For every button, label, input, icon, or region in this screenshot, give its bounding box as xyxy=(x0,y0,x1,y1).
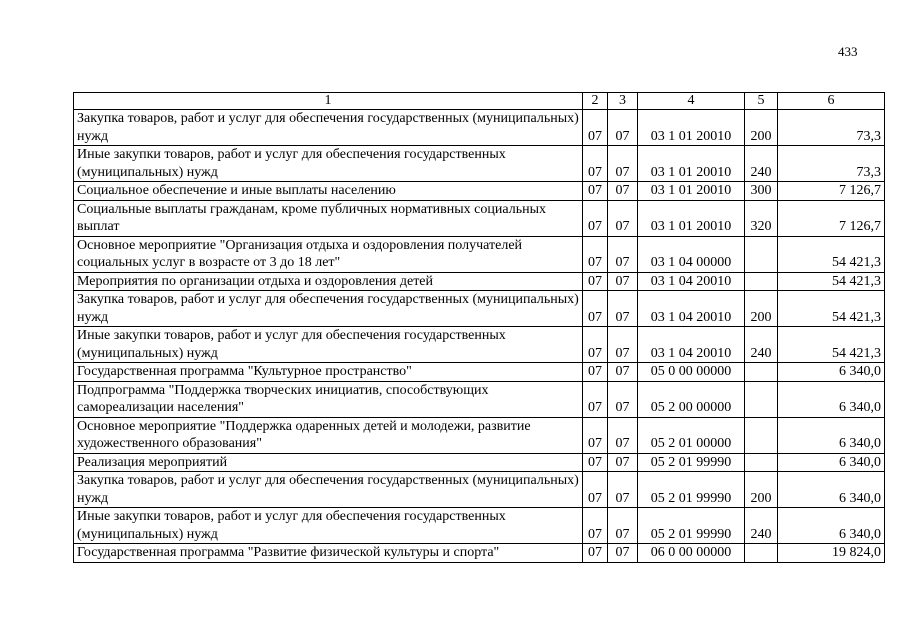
row-subsection: 07 xyxy=(608,508,638,544)
row-expense-type xyxy=(745,381,778,417)
row-expense-type: 320 xyxy=(745,200,778,236)
row-expense-type xyxy=(745,363,778,382)
table-row xyxy=(74,146,885,182)
column-header: 2 xyxy=(583,93,608,110)
row-target-article: 03 1 01 20010 xyxy=(638,182,745,201)
row-subsection: 07 xyxy=(608,417,638,453)
row-amount: 7 126,7 xyxy=(778,182,885,201)
row-expense-type xyxy=(745,453,778,472)
row-subsection: 07 xyxy=(608,472,638,508)
row-subsection: 07 xyxy=(608,363,638,382)
table-body xyxy=(74,110,885,563)
row-subsection: 07 xyxy=(608,544,638,563)
column-header: 6 xyxy=(778,93,885,110)
table-row xyxy=(74,472,885,508)
column-header: 1 xyxy=(74,93,583,110)
table-row xyxy=(74,327,885,363)
row-target-article: 06 0 00 00000 xyxy=(638,544,745,563)
row-expense-type: 240 xyxy=(745,508,778,544)
row-section: 07 xyxy=(583,182,608,201)
row-name: Мероприятия по организации отдыха и оздоровления детей xyxy=(74,272,583,291)
row-name: Закупка товаров, работ и услуг для обеспечения государственных (муниципальных) нужд xyxy=(74,291,583,327)
row-section: 07 xyxy=(583,327,608,363)
row-section: 07 xyxy=(583,508,608,544)
row-expense-type xyxy=(745,236,778,272)
row-target-article: 03 1 04 20010 xyxy=(638,291,745,327)
row-target-article: 03 1 01 20010 xyxy=(638,110,745,146)
row-name: Социальное обеспечение и иные выплаты населению xyxy=(74,182,583,201)
row-expense-type: 300 xyxy=(745,182,778,201)
row-section: 07 xyxy=(583,236,608,272)
row-subsection: 07 xyxy=(608,272,638,291)
row-target-article: 05 2 01 99990 xyxy=(638,453,745,472)
table-row xyxy=(74,110,885,146)
row-amount: 6 340,0 xyxy=(778,472,885,508)
row-name: Основное мероприятие "Поддержка одаренных детей и молодежи, развитие художественного образования" xyxy=(74,417,583,453)
row-amount: 6 340,0 xyxy=(778,363,885,382)
row-amount: 6 340,0 xyxy=(778,453,885,472)
page-number: 433 xyxy=(838,44,858,59)
row-name: Закупка товаров, работ и услуг для обеспечения государственных (муниципальных) нужд xyxy=(74,472,583,508)
row-subsection: 07 xyxy=(608,291,638,327)
row-amount: 7 126,7 xyxy=(778,200,885,236)
table-row xyxy=(74,182,885,201)
row-subsection: 07 xyxy=(608,381,638,417)
row-name: Социальные выплаты гражданам, кроме публичных нормативных социальных выплат xyxy=(74,200,583,236)
row-target-article: 03 1 01 20010 xyxy=(638,146,745,182)
row-amount: 6 340,0 xyxy=(778,381,885,417)
table-row xyxy=(74,291,885,327)
row-subsection: 07 xyxy=(608,200,638,236)
table-row xyxy=(74,544,885,563)
column-header: 5 xyxy=(745,93,778,110)
row-subsection: 07 xyxy=(608,327,638,363)
row-section: 07 xyxy=(583,381,608,417)
table-row xyxy=(74,272,885,291)
row-amount: 54 421,3 xyxy=(778,272,885,291)
row-target-article: 05 2 01 99990 xyxy=(638,508,745,544)
row-section: 07 xyxy=(583,291,608,327)
row-expense-type: 200 xyxy=(745,291,778,327)
row-expense-type: 200 xyxy=(745,110,778,146)
row-amount: 73,3 xyxy=(778,110,885,146)
row-amount: 6 340,0 xyxy=(778,417,885,453)
row-expense-type: 200 xyxy=(745,472,778,508)
row-target-article: 03 1 01 20010 xyxy=(638,200,745,236)
row-amount: 19 824,0 xyxy=(778,544,885,563)
row-section: 07 xyxy=(583,110,608,146)
row-amount: 73,3 xyxy=(778,146,885,182)
row-subsection: 07 xyxy=(608,453,638,472)
row-section: 07 xyxy=(583,200,608,236)
row-section: 07 xyxy=(583,453,608,472)
column-header: 4 xyxy=(638,93,745,110)
row-name: Иные закупки товаров, работ и услуг для обеспечения государственных (муниципальных) нужд xyxy=(74,508,583,544)
table-row xyxy=(74,417,885,453)
row-target-article: 05 2 01 00000 xyxy=(638,417,745,453)
row-section: 07 xyxy=(583,272,608,291)
budget-table xyxy=(73,92,885,563)
table-row xyxy=(74,453,885,472)
table-header-row xyxy=(74,93,885,110)
row-name: Государственная программа "Развитие физической культуры и спорта" xyxy=(74,544,583,563)
row-subsection: 07 xyxy=(608,182,638,201)
row-name: Государственная программа "Культурное пространство" xyxy=(74,363,583,382)
row-amount: 54 421,3 xyxy=(778,327,885,363)
row-name: Закупка товаров, работ и услуг для обеспечения государственных (муниципальных) нужд xyxy=(74,110,583,146)
column-header: 3 xyxy=(608,93,638,110)
row-amount: 6 340,0 xyxy=(778,508,885,544)
row-subsection: 07 xyxy=(608,146,638,182)
row-name: Подпрограмма "Поддержка творческих инициатив, способствующих самореализации населения" xyxy=(74,381,583,417)
row-subsection: 07 xyxy=(608,236,638,272)
row-section: 07 xyxy=(583,417,608,453)
table-row xyxy=(74,236,885,272)
row-expense-type xyxy=(745,272,778,291)
row-amount: 54 421,3 xyxy=(778,236,885,272)
row-target-article: 03 1 04 20010 xyxy=(638,272,745,291)
row-target-article: 05 2 00 00000 xyxy=(638,381,745,417)
row-target-article: 05 0 00 00000 xyxy=(638,363,745,382)
row-name: Основное мероприятие "Организация отдыха и оздоровления получателей социальных услуг в возрасте от 3 до 18 лет" xyxy=(74,236,583,272)
row-expense-type: 240 xyxy=(745,146,778,182)
row-target-article: 05 2 01 99990 xyxy=(638,472,745,508)
table-row xyxy=(74,200,885,236)
table-row xyxy=(74,381,885,417)
row-name: Реализация мероприятий xyxy=(74,453,583,472)
row-section: 07 xyxy=(583,544,608,563)
row-name: Иные закупки товаров, работ и услуг для обеспечения государственных (муниципальных) нужд xyxy=(74,327,583,363)
row-section: 07 xyxy=(583,472,608,508)
row-expense-type xyxy=(745,544,778,563)
row-subsection: 07 xyxy=(608,110,638,146)
row-expense-type xyxy=(745,417,778,453)
row-amount: 54 421,3 xyxy=(778,291,885,327)
row-target-article: 03 1 04 00000 xyxy=(638,236,745,272)
row-expense-type: 240 xyxy=(745,327,778,363)
row-section: 07 xyxy=(583,363,608,382)
row-section: 07 xyxy=(583,146,608,182)
table-row xyxy=(74,508,885,544)
row-name: Иные закупки товаров, работ и услуг для обеспечения государственных (муниципальных) нужд xyxy=(74,146,583,182)
row-target-article: 03 1 04 20010 xyxy=(638,327,745,363)
table-row xyxy=(74,363,885,382)
